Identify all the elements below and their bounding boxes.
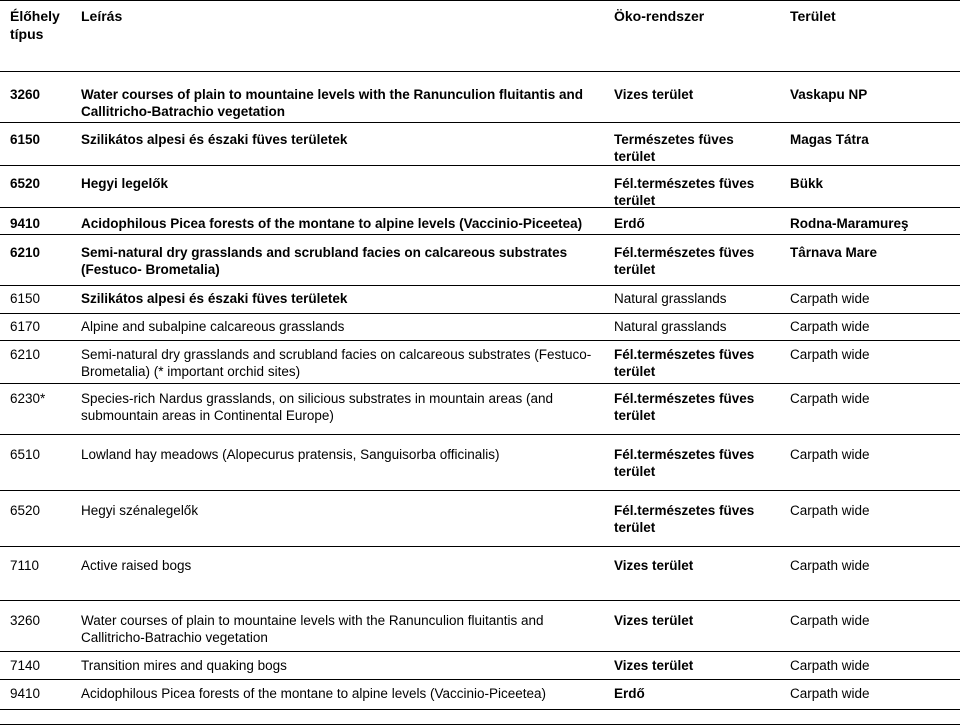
- row-desc-cell: Semi-natural dry grasslands and scrubland facies on calcareous substrates: [81, 245, 568, 260]
- row-code-cell: 3260: [10, 87, 41, 102]
- row-area-cell: Carpath wide: [790, 391, 870, 406]
- row-desc-cell: Alpine and subalpine calcareous grasslands: [81, 319, 345, 334]
- row-eco-cell: terület: [614, 520, 656, 535]
- row-area-cell: Carpath wide: [790, 613, 870, 628]
- row-desc-cell: Lowland hay meadows (Alopecurus pratensis, Sanguisorba officinalis): [81, 447, 500, 462]
- row-area-cell: Carpath wide: [790, 658, 870, 673]
- row-desc-cell: Transition mires and quaking bogs: [81, 658, 287, 673]
- row-desc-cell: Semi-natural dry grasslands and scrubland facies on calcareous substrates (Festuco-: [81, 347, 592, 362]
- header-ecosystem: Öko-rendszer: [614, 8, 705, 24]
- header-habitat-line-1: Élőhely: [10, 8, 60, 24]
- row-code-cell: 6210: [10, 347, 41, 362]
- row-area-cell: Vaskapu NP: [790, 87, 868, 102]
- row-area-cell: Carpath wide: [790, 447, 870, 462]
- row-area-cell: Bükk: [790, 176, 824, 191]
- row-separator: [0, 165, 960, 166]
- row-eco-cell: terület: [614, 193, 656, 208]
- row-desc-cell: Acidophilous Picea forests of the montane to alpine levels (Vaccinio-Piceetea): [81, 686, 547, 701]
- row-code-cell: 9410: [10, 216, 41, 231]
- row-area-cell: Carpath wide: [790, 558, 870, 573]
- row-separator: [0, 340, 960, 341]
- row-eco-cell: Fél.természetes füves: [614, 447, 755, 462]
- row-separator: [0, 600, 960, 601]
- row-eco-cell: Fél.természetes füves: [614, 503, 755, 518]
- row-desc-cell: Szilikátos alpesi és északi füves területek: [81, 132, 348, 147]
- row-separator: [0, 546, 960, 547]
- row-area-cell: Carpath wide: [790, 347, 870, 362]
- row-desc-cell: submountain areas in Continental Europe): [81, 408, 334, 423]
- row-separator: [0, 383, 960, 384]
- row-area-cell: Carpath wide: [790, 503, 870, 518]
- row-area-cell: Magas Tátra: [790, 132, 869, 147]
- row-separator: [0, 651, 960, 652]
- row-desc-cell: Hegyi legelők: [81, 176, 169, 191]
- row-area-cell: Carpath wide: [790, 686, 870, 701]
- row-desc-cell: Species-rich Nardus grasslands, on silicious substrates in mountain areas (and: [81, 391, 553, 406]
- row-code-cell: 6170: [10, 319, 41, 334]
- row-eco-cell: Natural grasslands: [614, 319, 727, 334]
- row-eco-cell: Erdő: [614, 216, 645, 231]
- row-code-cell: 7140: [10, 658, 41, 673]
- row-separator: [0, 490, 960, 491]
- row-desc-cell: Brometalia) (* important orchid sites): [81, 364, 301, 379]
- row-desc-cell: Callitricho-Batrachio vegetation: [81, 630, 268, 645]
- row-separator: [0, 234, 960, 235]
- row-code-cell: 6520: [10, 503, 41, 518]
- row-desc-cell: (Festuco- Brometalia): [81, 262, 220, 277]
- header-habitat-line-2: típus: [10, 26, 44, 42]
- row-desc-cell: Hegyi szénalegelők: [81, 503, 199, 518]
- row-eco-cell: terület: [614, 464, 656, 479]
- row-desc-cell: Water courses of plain to mountaine levels with the Ranunculion fluitantis and: [81, 613, 544, 628]
- row-eco-cell: Erdő: [614, 686, 645, 701]
- row-desc-cell: Acidophilous Picea forests of the montane to alpine levels (Vaccinio-Piceetea): [81, 216, 583, 231]
- row-eco-cell: Vizes terület: [614, 613, 694, 628]
- row-area-cell: Carpath wide: [790, 319, 870, 334]
- row-eco-cell: terület: [614, 262, 656, 277]
- row-desc-cell: Szilikátos alpesi és északi füves területek: [81, 291, 348, 306]
- row-eco-cell: Vizes terület: [614, 87, 694, 102]
- row-eco-cell: Vizes terület: [614, 658, 694, 673]
- row-eco-cell: Fél.természetes füves: [614, 245, 755, 260]
- row-eco-cell: Fél.természetes füves: [614, 347, 755, 362]
- row-separator: [0, 679, 960, 680]
- row-eco-cell: terület: [614, 149, 656, 164]
- row-area-cell: Carpath wide: [790, 291, 870, 306]
- row-eco-cell: Természetes füves: [614, 132, 734, 147]
- row-area-cell: Târnava Mare: [790, 245, 878, 260]
- row-desc-cell: Active raised bogs: [81, 558, 192, 573]
- row-eco-cell: Vizes terület: [614, 558, 694, 573]
- row-code-cell: 6520: [10, 176, 41, 191]
- table-header: [0, 0, 960, 70]
- row-code-cell: 3260: [10, 613, 41, 628]
- row-separator: [0, 434, 960, 435]
- row-separator: [0, 709, 960, 710]
- row-area-cell: Rodna-Maramureş: [790, 216, 909, 231]
- row-desc-cell: Water courses of plain to mountaine levels with the Ranunculion fluitantis and: [81, 87, 584, 102]
- row-eco-cell: terület: [614, 408, 656, 423]
- header-area: Terület: [790, 8, 836, 24]
- row-separator: [0, 313, 960, 314]
- row-code-cell: 9410: [10, 686, 41, 701]
- row-separator: [0, 122, 960, 123]
- row-separator: [0, 71, 960, 72]
- row-code-cell: 6150: [10, 132, 41, 147]
- row-desc-cell: Callitricho-Batrachio vegetation: [81, 104, 286, 119]
- row-eco-cell: Natural grasslands: [614, 291, 727, 306]
- row-code-cell: 6150: [10, 291, 41, 306]
- row-code-cell: 6210: [10, 245, 41, 260]
- header-description: Leírás: [81, 8, 123, 24]
- row-separator: [0, 285, 960, 286]
- row-eco-cell: Fél.természetes füves: [614, 176, 755, 191]
- row-separator: [0, 207, 960, 208]
- row-code-cell: 6510: [10, 447, 41, 462]
- row-eco-cell: Fél.természetes füves: [614, 391, 755, 406]
- row-eco-cell: terület: [614, 364, 656, 379]
- row-code-cell: 7110: [10, 558, 40, 573]
- row-code-cell: 6230*: [10, 391, 46, 406]
